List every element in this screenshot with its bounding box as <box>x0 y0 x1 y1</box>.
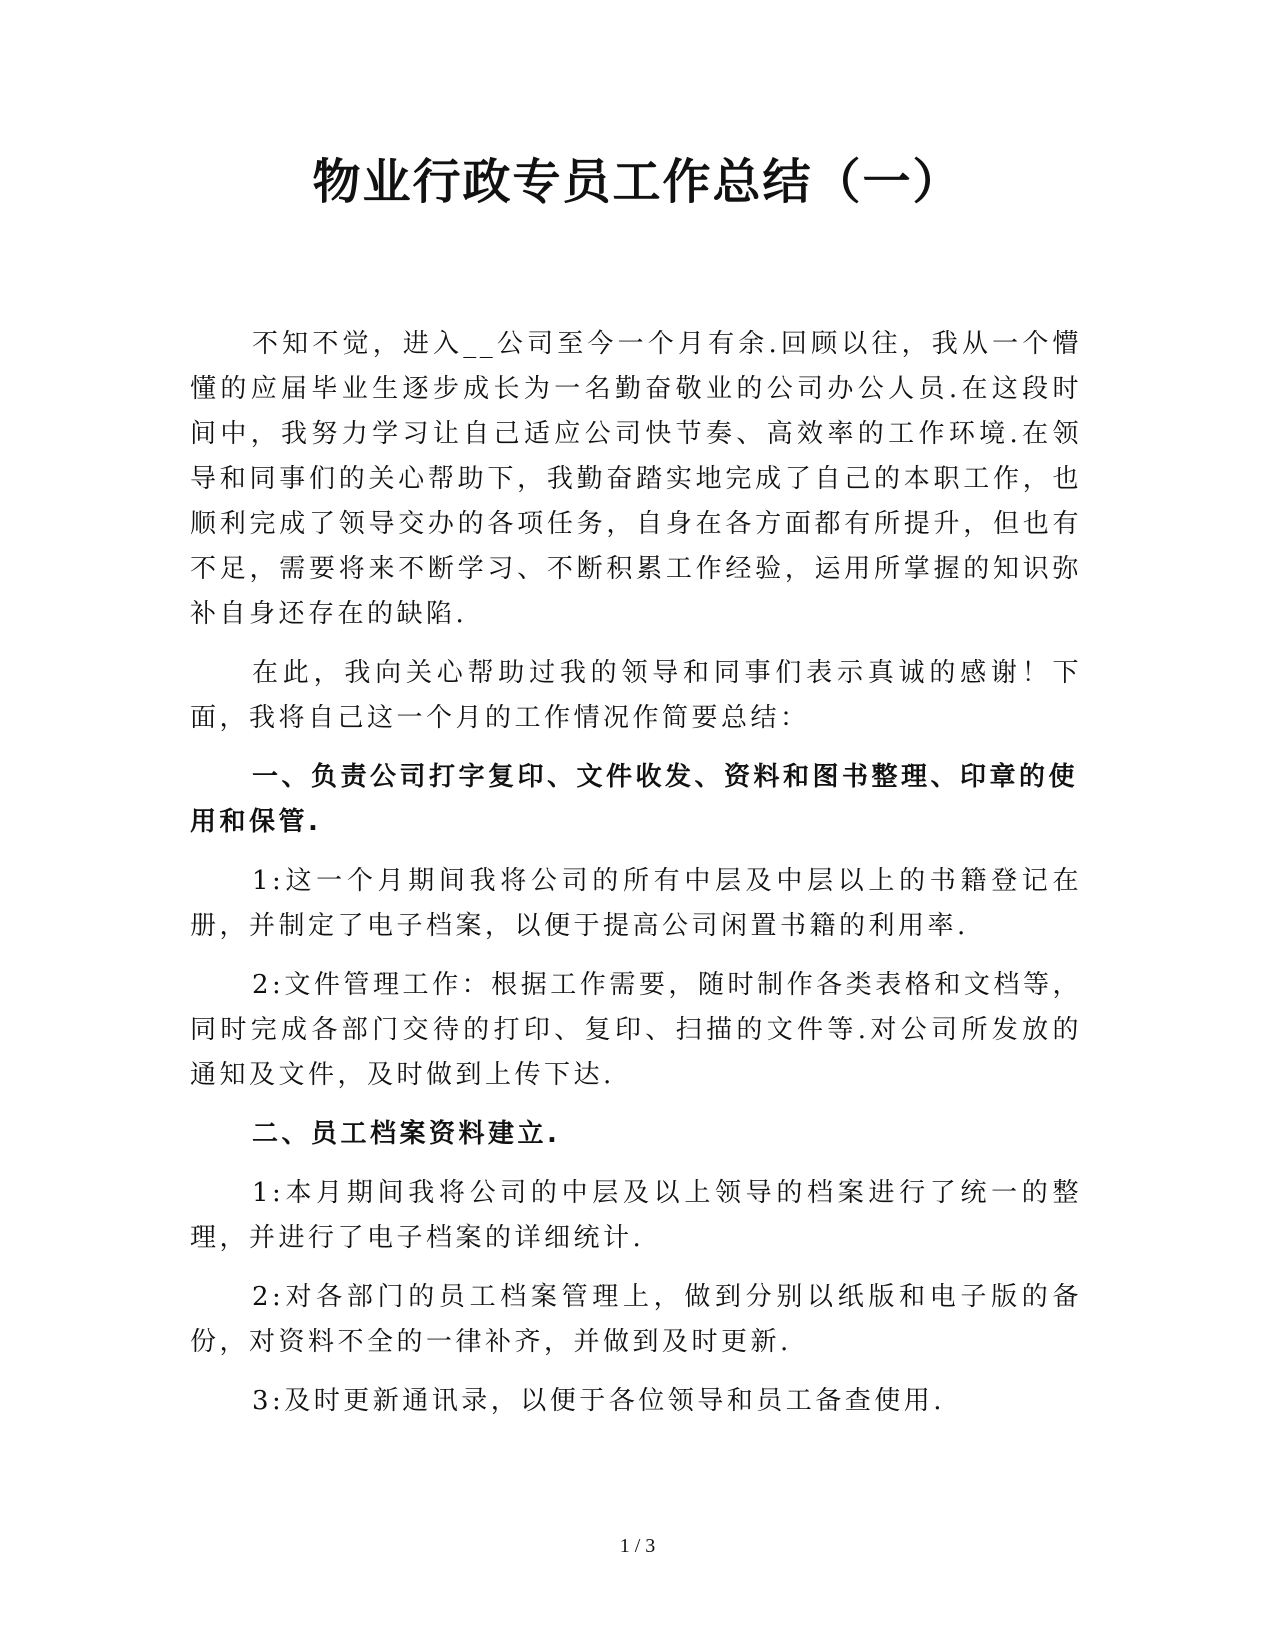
document-title: 物业行政专员工作总结（一） <box>312 154 963 210</box>
paragraph: 在此，我向关心帮助过我的领导和同事们表示真诚的感谢！下面，我将自己这一个月的工作情况作简要总结： <box>190 658 1082 733</box>
page-number: 1 / 3 <box>619 1535 656 1557</box>
paragraph: 3:及时更新通讯录，以便于各位领导和员工备查使用. <box>252 1386 946 1416</box>
section-heading: 二、员工档案资料建立. <box>252 1119 561 1149</box>
paragraph: 2:对各部门的员工档案管理上，做到分别以纸版和电子版的备份，对资料不全的一律补齐，并做到及时更新. <box>190 1282 1082 1357</box>
paragraph: 2:文件管理工作：根据工作需要，随时制作各类表格和文档等，同时完成各部门交待的打印、复印、扫描的文件等.对公司所发放的通知及文件，及时做到上传下达. <box>190 970 1082 1090</box>
paragraph: 1:这一个月期间我将公司的所有中层及中层以上的书籍登记在册，并制定了电子档案，以便于提高公司闲置书籍的利用率. <box>190 866 1082 941</box>
paragraph: 不知不觉，进入__公司至今一个月有余.回顾以往，我从一个懵懂的应届毕业生逐步成长为一名勤奋敬业的公司办公人员.在这段时间中，我努力学习让自己适应公司快节奏、高效率的工作环境.在领导和同事们的关心帮助下，我勤奋踏实地完成了自己的本职工作，也顺利完成了领导交办的各项任务，自身在各方面都有所提升，但也有不足，需要将来不断学习、不断积累工作经验，运用所掌握的知识弥补自身还存在的缺陷. <box>190 329 1082 629</box>
paragraph: 1:本月期间我将公司的中层及以上领导的档案进行了统一的整理，并进行了电子档案的详细统计. <box>190 1178 1082 1253</box>
document-body <box>190 322 1082 1438</box>
section-heading: 一、负责公司打字复印、文件收发、资料和图书整理、印章的使用和保管. <box>190 762 1079 837</box>
